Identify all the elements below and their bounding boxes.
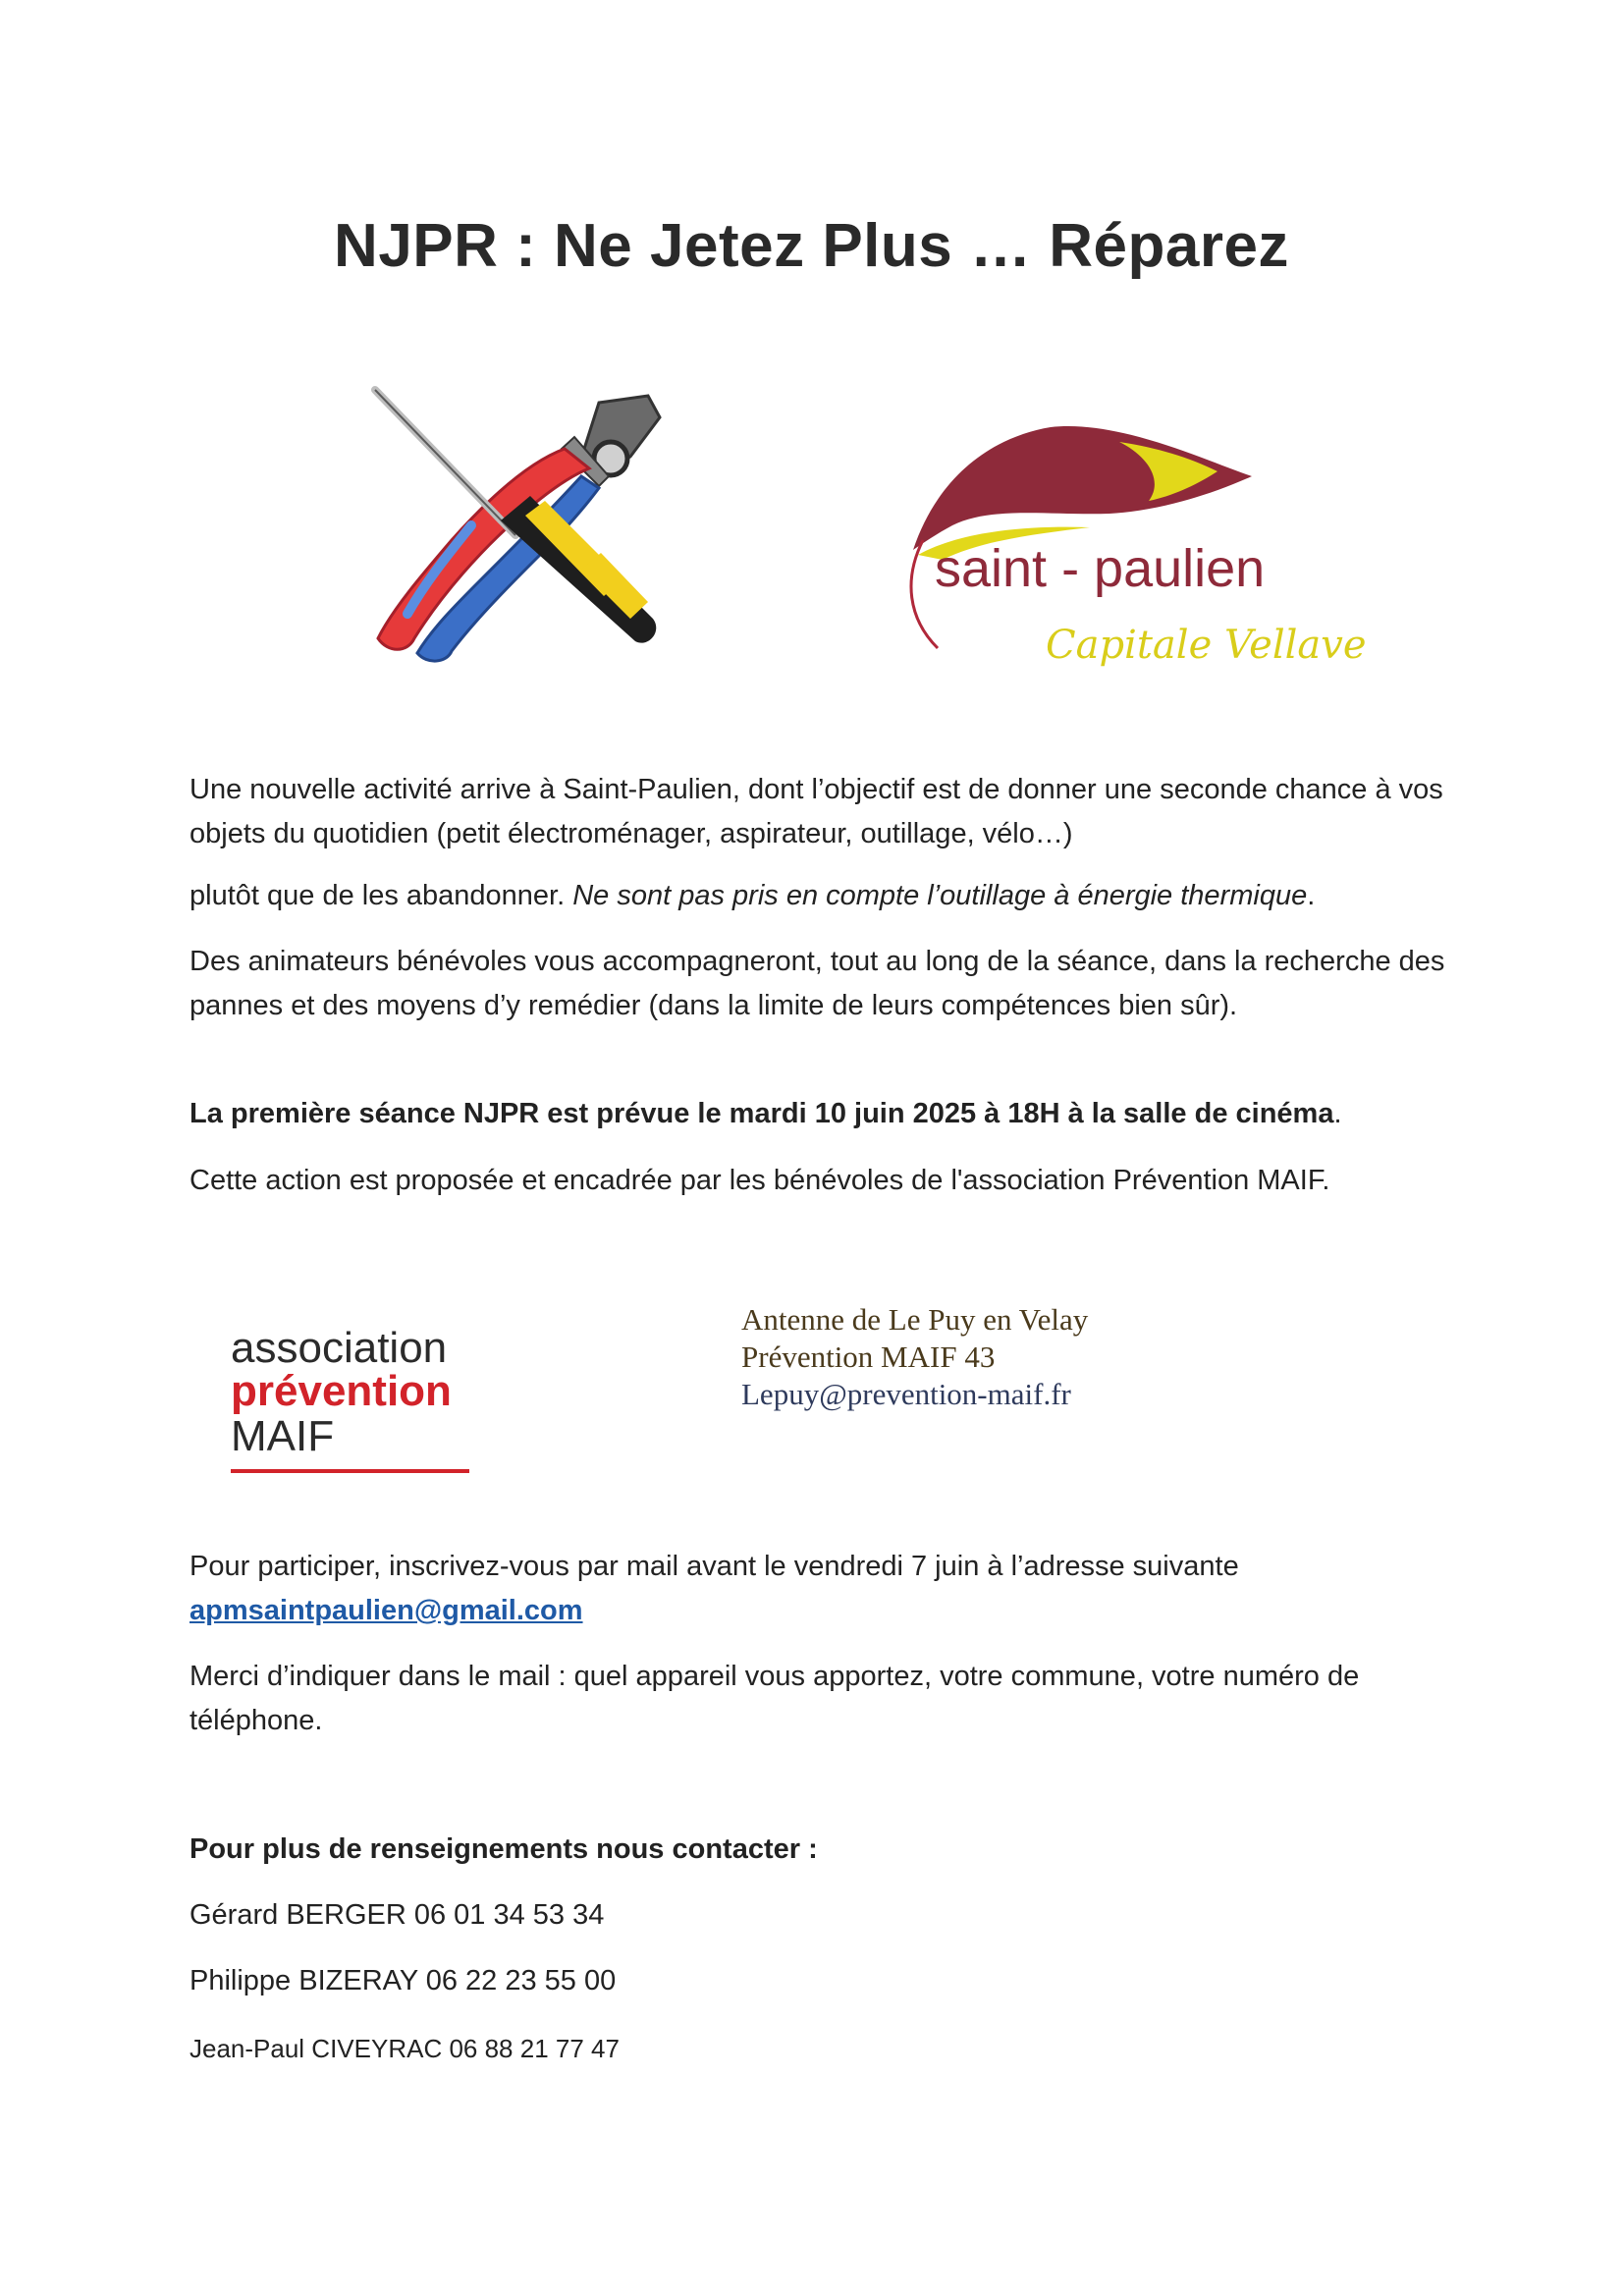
maif-logo-underline — [231, 1469, 469, 1473]
contacts-heading: Pour plus de renseignements nous contacter : — [189, 1833, 818, 1865]
contact-person: Gérard BERGER 06 01 34 53 34 — [189, 1899, 605, 1931]
registration-note: Merci d’indiquer dans le mail : quel appareil vous apportez, votre commune, votre numéro de téléphone. — [189, 1661, 1360, 1736]
page-title: NJPR : Ne Jetez Plus … Réparez — [334, 212, 1289, 280]
first-session-announcement — [189, 1092, 1456, 1136]
antenne-name: Antenne de Le Puy en Velay — [741, 1302, 1089, 1337]
registration-paragraph — [189, 1545, 1456, 1633]
intro-paragraph-2 — [189, 874, 1456, 918]
antenne-organization: Prévention MAIF 43 — [741, 1339, 996, 1374]
antenne-email[interactable]: Lepuy@prevention-maif.fr — [741, 1377, 1071, 1411]
maif-logo-line-1: association — [231, 1324, 448, 1372]
contact-person: Philippe BIZERAY 06 22 23 55 00 — [189, 1965, 617, 1996]
organizer-paragraph: Cette action est proposée et encadrée par les bénévoles de l'association Prévention MAIF. — [189, 1165, 1330, 1196]
first-session-text: La première séance NJPR est prévue le mardi 10 juin 2025 à 18H à la salle de cinéma — [189, 1098, 1334, 1129]
prevention-maif-logo — [231, 1326, 486, 1478]
saint-paulien-logo — [884, 417, 1367, 697]
registration-text: Pour participer, inscrivez-vous par mail avant le vendredi 7 juin à l’adresse suivante — [189, 1551, 1239, 1582]
contact-person: Jean-Paul CIVEYRAC 06 88 21 77 47 — [189, 2034, 620, 2063]
first-session-end: . — [1333, 1098, 1342, 1129]
tools-illustration — [353, 378, 677, 673]
intro-paragraph-3: Des animateurs bénévoles vous accompagneront, tout au long de la séance, dans la recherche des pannes et des moyens d’y remédier (dans la limite de leurs compétences bien sûr). — [189, 946, 1445, 1021]
intro-paragraph-1: Une nouvelle activité arrive à Saint-Paulien, dont l’objectif est de donner une seconde chance à vos objets du quotidien (petit électroménager, aspirateur, outillage, vélo…) — [189, 774, 1443, 849]
intro-paragraph-2-exclusion: Ne sont pas pris en compte l’outillage à énergie thermique — [572, 880, 1308, 911]
intro-paragraph-2-start: plutôt que de les abandonner. — [189, 880, 573, 911]
saint-paulien-name: saint - paulien — [935, 539, 1266, 598]
saint-paulien-tagline: Capitale Vellave — [1046, 623, 1367, 668]
maif-logo-line-3: MAIF — [231, 1412, 335, 1460]
registration-email-link[interactable]: apmsaintpaulien@gmail.com — [189, 1595, 583, 1626]
antenne-contact-block — [741, 1301, 1088, 1413]
maif-logo-line-2: prévention — [231, 1367, 452, 1415]
intro-paragraph-2-end: . — [1307, 880, 1316, 911]
